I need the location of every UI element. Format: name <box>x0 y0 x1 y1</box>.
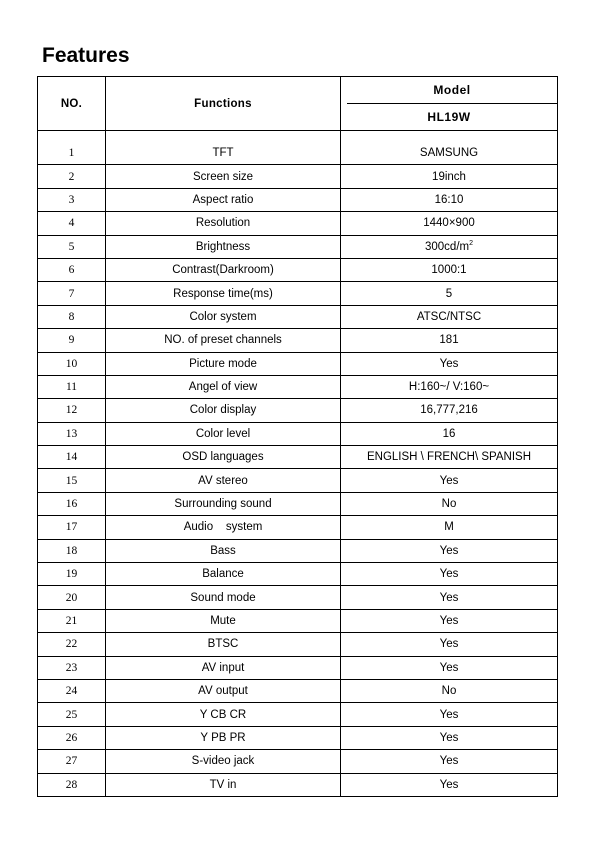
row-function: Y CB CR <box>106 703 341 726</box>
row-value <box>341 609 558 632</box>
row-function: Contrast(Darkroom) <box>106 258 341 281</box>
table-row <box>38 492 558 515</box>
row-value-text: Yes <box>439 755 459 768</box>
table-row <box>38 305 558 328</box>
row-value-text: 16,777,216 <box>420 404 478 417</box>
table-row <box>38 703 558 726</box>
row-number: 17 <box>38 516 106 539</box>
row-value <box>341 422 558 445</box>
table-row <box>38 633 558 656</box>
row-number: 7 <box>38 282 106 305</box>
row-function: Brightness <box>106 235 341 258</box>
row-function: TV in <box>106 773 341 796</box>
row-value <box>341 539 558 562</box>
row-number: 15 <box>38 469 106 492</box>
table-row <box>38 399 558 422</box>
row-function: AV output <box>106 679 341 702</box>
row-function: NO. of preset channels <box>106 329 341 352</box>
row-function: Color system <box>106 305 341 328</box>
row-number: 3 <box>38 188 106 211</box>
row-value-text: 19inch <box>432 170 466 183</box>
table-row <box>38 352 558 375</box>
row-function: Angel of view <box>106 375 341 398</box>
table-row <box>38 258 558 281</box>
row-function: Response time(ms) <box>106 282 341 305</box>
row-value-text: Yes <box>439 568 459 581</box>
table-row <box>38 422 558 445</box>
row-number: 9 <box>38 329 106 352</box>
row-number: 14 <box>38 446 106 469</box>
row-value <box>341 399 558 422</box>
row-function: Picture mode <box>106 352 341 375</box>
header-row <box>38 77 558 131</box>
row-number: 8 <box>38 305 106 328</box>
row-value-text: Yes <box>439 661 459 674</box>
row-value-text: 16 <box>442 427 456 440</box>
row-value <box>341 773 558 796</box>
table-row <box>38 656 558 679</box>
row-value-text: ENGLISH \ FRENCH\ SPANISH <box>366 451 531 464</box>
row-function: Bass <box>106 539 341 562</box>
row-value <box>341 633 558 656</box>
row-value <box>341 329 558 352</box>
row-function: S-video jack <box>106 750 341 773</box>
row-number: 26 <box>38 726 106 749</box>
row-value-text: Yes <box>439 731 459 744</box>
row-value <box>341 212 558 235</box>
row-value-text: 16:10 <box>434 193 464 206</box>
row-value <box>341 282 558 305</box>
row-function: Mute <box>106 609 341 632</box>
row-value <box>341 679 558 702</box>
table-row <box>38 329 558 352</box>
row-value-text: 5 <box>445 287 453 300</box>
row-value-text: Yes <box>439 708 459 721</box>
row-value <box>341 586 558 609</box>
row-value-text: Yes <box>439 474 459 487</box>
row-value <box>341 305 558 328</box>
table-row <box>38 469 558 492</box>
table-row <box>38 516 558 539</box>
row-value <box>341 469 558 492</box>
row-function: Resolution <box>106 212 341 235</box>
row-function: Audio system <box>106 516 341 539</box>
row-number: 13 <box>38 422 106 445</box>
row-value <box>341 375 558 398</box>
row-function: Y PB PR <box>106 726 341 749</box>
row-value-text: H:160~/ V:160~ <box>408 381 490 394</box>
table-row <box>38 165 558 188</box>
row-value-text: M <box>444 521 454 534</box>
page-title: Features <box>42 44 130 67</box>
table-row <box>38 282 558 305</box>
row-value-text: Yes <box>439 638 459 651</box>
spacer-cell <box>106 131 341 143</box>
row-function: Screen size <box>106 165 341 188</box>
row-number: 16 <box>38 492 106 515</box>
row-value <box>341 142 558 165</box>
row-function: Aspect ratio <box>106 188 341 211</box>
table-row <box>38 188 558 211</box>
spacer-row <box>38 131 558 143</box>
header-no: NO. <box>38 77 106 131</box>
table-row <box>38 446 558 469</box>
row-value-text: Yes <box>439 544 459 557</box>
table-row <box>38 679 558 702</box>
table-row <box>38 375 558 398</box>
table-row <box>38 586 558 609</box>
row-number: 4 <box>38 212 106 235</box>
row-function: AV stereo <box>106 469 341 492</box>
row-function: OSD languages <box>106 446 341 469</box>
row-value <box>341 563 558 586</box>
row-value-text: 181 <box>439 334 459 347</box>
row-value <box>341 492 558 515</box>
row-value <box>341 516 558 539</box>
row-value <box>341 258 558 281</box>
row-value-text: 1440×900 <box>423 217 475 230</box>
row-number: 22 <box>38 633 106 656</box>
table-row <box>38 142 558 165</box>
row-value-superscript: 2 <box>469 240 473 248</box>
row-value <box>341 726 558 749</box>
row-value-text: ATSC/NTSC <box>416 310 482 323</box>
table-row <box>38 773 558 796</box>
row-number: 24 <box>38 679 106 702</box>
row-value <box>341 165 558 188</box>
row-function: TFT <box>106 142 341 165</box>
row-value-text: No <box>441 685 457 698</box>
header-functions: Functions <box>106 77 341 131</box>
row-number: 2 <box>38 165 106 188</box>
row-value <box>341 235 558 258</box>
table-row <box>38 563 558 586</box>
row-function: Balance <box>106 563 341 586</box>
row-function: Color display <box>106 399 341 422</box>
row-number: 23 <box>38 656 106 679</box>
row-number: 12 <box>38 399 106 422</box>
table-row <box>38 235 558 258</box>
row-number: 20 <box>38 586 106 609</box>
row-number: 27 <box>38 750 106 773</box>
table-row <box>38 609 558 632</box>
row-function: Sound mode <box>106 586 341 609</box>
row-value-text: No <box>441 498 457 511</box>
row-value-text: 1000:1 <box>431 264 467 277</box>
row-value <box>341 446 558 469</box>
header-model-name: HL19W <box>427 110 471 124</box>
row-value <box>341 352 558 375</box>
row-number: 1 <box>38 142 106 165</box>
row-number: 5 <box>38 235 106 258</box>
header-model-label: Model <box>347 77 557 104</box>
row-value-text: SAMSUNG <box>419 147 479 160</box>
spacer-cell <box>341 131 558 143</box>
row-number: 18 <box>38 539 106 562</box>
row-number: 11 <box>38 375 106 398</box>
row-function: BTSC <box>106 633 341 656</box>
row-value-text: 300cd/m <box>424 241 470 254</box>
row-value <box>341 188 558 211</box>
row-number: 19 <box>38 563 106 586</box>
row-function: AV input <box>106 656 341 679</box>
row-number: 25 <box>38 703 106 726</box>
header-model <box>341 77 558 131</box>
row-value-text: Yes <box>439 591 459 604</box>
row-value-text: Yes <box>439 778 459 791</box>
row-number: 21 <box>38 609 106 632</box>
row-value-text: Yes <box>439 357 459 370</box>
features-table <box>37 76 558 797</box>
table-row <box>38 539 558 562</box>
row-value <box>341 656 558 679</box>
row-function: Surrounding sound <box>106 492 341 515</box>
spacer-cell <box>38 131 106 143</box>
row-function: Color level <box>106 422 341 445</box>
row-value <box>341 703 558 726</box>
row-number: 28 <box>38 773 106 796</box>
row-number: 6 <box>38 258 106 281</box>
row-value <box>341 750 558 773</box>
row-number: 10 <box>38 352 106 375</box>
table-row <box>38 750 558 773</box>
table-row <box>38 726 558 749</box>
row-value-text: Yes <box>439 615 459 627</box>
table-row <box>38 212 558 235</box>
